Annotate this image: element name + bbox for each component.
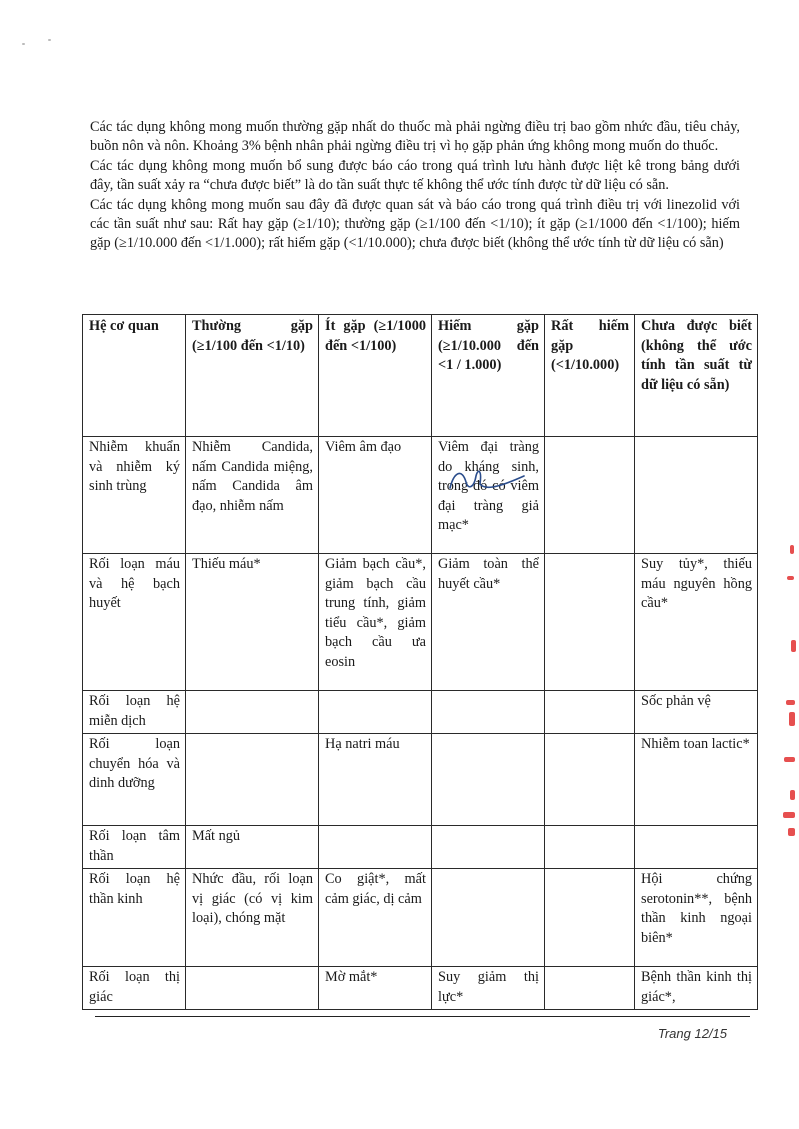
page-number: Trang 12/15 (657, 1026, 727, 1041)
table-row (83, 734, 758, 826)
intro-paragraph-1: Các tác dụng không mong muốn thường gặp nhất do thuốc mà phải ngừng điều trị bao gồm nhức đầu, tiêu chảy, buồn nôn và nôn. Khoảng 3% bệnh nhân phải ngừng điều trị vì họ gặp phản ứng không mong muốn do thuốc. (90, 119, 740, 155)
cell-organ-system: Rối loạn hệ miễn dịch (83, 691, 186, 734)
header-uncommon: Ít gặp (≥1/1000 đến <1/100) (319, 315, 432, 437)
cell-organ-system: Rối loạn tâm thần (83, 826, 186, 869)
cell-unknown (635, 437, 758, 554)
intro-paragraph-3: Các tác dụng không mong muốn sau đây đã được quan sát và báo cáo trong quá trình điều trị với linezolid với các tần suất như sau: Rất hay gặp (≥1/10); thường gặp (≥1/100 đến <1/10); ít gặp (≥1/1000 đến <1/100); hiếm gặp (≥1/10.000 đến <1/1.000); rất hiếm gặp (<1/10.000); chưa được biết (không thể ước tính từ dữ liệu có sẵn) (90, 196, 740, 252)
table-row (83, 437, 758, 554)
cell-organ-system: Rối loạn chuyển hóa và dinh dưỡng (83, 734, 186, 826)
header-organ-system: Hệ cơ quan (83, 315, 186, 437)
cell-uncommon: Viêm âm đạo (319, 437, 432, 554)
cell-very-rare (545, 691, 635, 734)
cell-very-rare (545, 869, 635, 967)
header-very-rare: Rất hiếm gặp (<1/10.000) (545, 315, 635, 437)
header-unknown: Chưa được biết (không thể ước tính tần suất từ dữ liệu có sẵn) (635, 315, 758, 437)
cell-common (186, 967, 319, 1010)
cell-rare: Suy giảm thị lực* (432, 967, 545, 1010)
cell-unknown: Suy tủy*, thiếu máu nguyên hồng cầu* (635, 554, 758, 691)
handwritten-initial-mark (446, 462, 526, 496)
cell-organ-system: Nhiễm khuẩn và nhiễm ký sinh trùng (83, 437, 186, 554)
cell-organ-system: Rối loạn hệ thần kinh (83, 869, 186, 967)
cell-uncommon (319, 691, 432, 734)
intro-paragraph-2: Các tác dụng không mong muốn bổ sung được báo cáo trong quá trình lưu hành được liệt kê trong bảng dưới đây, tần suất xảy ra “chưa được biết” là do tần suất thực tế không thể ước tính được từ dữ liệu có sẵn. (90, 157, 740, 194)
cell-organ-system: Rối loạn máu và hệ bạch huyết (83, 554, 186, 691)
cell-uncommon: Giảm bạch cầu*, giảm bạch cầu trung tính, giảm tiểu cầu*, giảm bạch cầu ưa eosin (319, 554, 432, 691)
cell-organ-system: Rối loạn thị giác (83, 967, 186, 1010)
cell-unknown: Bệnh thần kinh thị giác*, (635, 967, 758, 1010)
cell-unknown: Sốc phản vệ (635, 691, 758, 734)
cell-very-rare (545, 734, 635, 826)
cell-unknown: Hội chứng serotonin**, bệnh thần kinh ngoại biên* (635, 869, 758, 967)
cell-rare: Viêm đại tràng do kháng sinh, trong đó có viêm đại tràng giả mạc* (432, 437, 545, 554)
cell-uncommon: Hạ natri máu (319, 734, 432, 826)
scan-speck (48, 39, 51, 41)
cell-very-rare (545, 826, 635, 869)
cell-very-rare (545, 554, 635, 691)
cell-very-rare (545, 437, 635, 554)
cell-common: Thiếu máu* (186, 554, 319, 691)
table-row (83, 691, 758, 734)
cell-rare (432, 691, 545, 734)
table-row (83, 967, 758, 1010)
cell-rare (432, 734, 545, 826)
cell-unknown (635, 826, 758, 869)
table-row (83, 869, 758, 967)
table-row (83, 554, 758, 691)
cell-common (186, 734, 319, 826)
cell-uncommon (319, 826, 432, 869)
intro-text (90, 118, 740, 254)
cell-common: Nhức đầu, rối loạn vị giác (có vị kim loại), chóng mặt (186, 869, 319, 967)
scan-speck (22, 43, 25, 45)
cell-rare (432, 826, 545, 869)
cell-uncommon: Mờ mắt* (319, 967, 432, 1010)
adverse-effects-table (82, 314, 758, 1010)
table-row (83, 826, 758, 869)
cell-unknown: Nhiễm toan lactic* (635, 734, 758, 826)
header-rare: Hiếm gặp (≥1/10.000 đến <1 / 1.000) (432, 315, 545, 437)
table-header-row (83, 315, 758, 437)
cell-common: Nhiễm Candida, nấm Candida miệng, nấm Candida âm đạo, nhiễm nấm (186, 437, 319, 554)
cell-very-rare (545, 967, 635, 1010)
cell-rare: Giảm toàn thể huyết cầu* (432, 554, 545, 691)
cell-common: Mất ngủ (186, 826, 319, 869)
cell-rare (432, 869, 545, 967)
cell-common (186, 691, 319, 734)
cell-uncommon: Co giật*, mất cảm giác, dị cảm (319, 869, 432, 967)
footer-divider (95, 1016, 750, 1017)
header-common: Thường gặp (≥1/100 đến <1/10) (186, 315, 319, 437)
